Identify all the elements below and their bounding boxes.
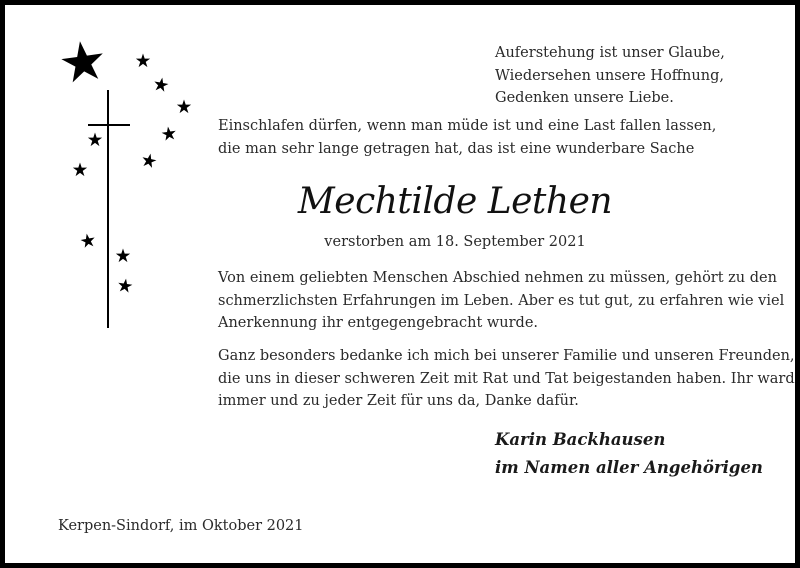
star-icon [73,163,87,177]
star-icon [141,152,158,168]
verse-second-line: die man sehr lange getragen hat, das ist eine wunderbare Sache [218,140,695,157]
verse-second [218,115,716,160]
verse-top-line: Gedenken unsere Liebe. [495,90,674,106]
verse-top-line: Wiedersehen unsere Hoffnung, [495,67,724,84]
star-icon [177,100,191,114]
paragraph-line: die uns in dieser schweren Zeit mit Rat und Tat beigestanden haben. Ihr ward [218,370,795,387]
verse-top [495,42,725,110]
cross-horizontal-bar [88,124,130,126]
deceased-name: Mechtilde Lethen [297,181,613,222]
paragraph-line: Ganz besonders bedanke ich mich bei unserer Familie und unseren Freunden, [218,348,795,364]
star-icon [136,54,150,68]
paragraph-line: immer und zu jeder Zeit für uns da, Danke dafür. [218,393,579,409]
signature-name: Karin Backhausen [495,430,666,449]
verse-top-line: Auferstehung ist unser Glaube, [495,45,725,61]
paragraph-line: Von einem geliebten Menschen Abschied nehmen zu müssen, gehört zu den [218,270,777,286]
paragraph-thanks [218,345,795,413]
star-icon [153,76,169,92]
paragraph-farewell [218,267,784,335]
star-icon [161,126,177,141]
death-date-line: verstorben am 18. September 2021 [324,234,586,250]
verse-second-line: Einschlafen dürfen, wenn man müde ist und eine Last fallen lassen, [218,118,717,134]
star-icon [88,133,102,147]
star-icon [117,278,133,293]
signature-subtitle: im Namen aller Angehörigen [495,458,763,477]
place-date: Kerpen-Sindorf, im Oktober 2021 [58,518,304,534]
paragraph-line: schmerzlichsten Erfahrungen im Leben. Aber es tut gut, zu erfahren wie viel [218,292,785,309]
paragraph-line: Anerkennung ihr entgegengebracht wurde. [218,315,539,331]
star-icon [59,38,106,83]
